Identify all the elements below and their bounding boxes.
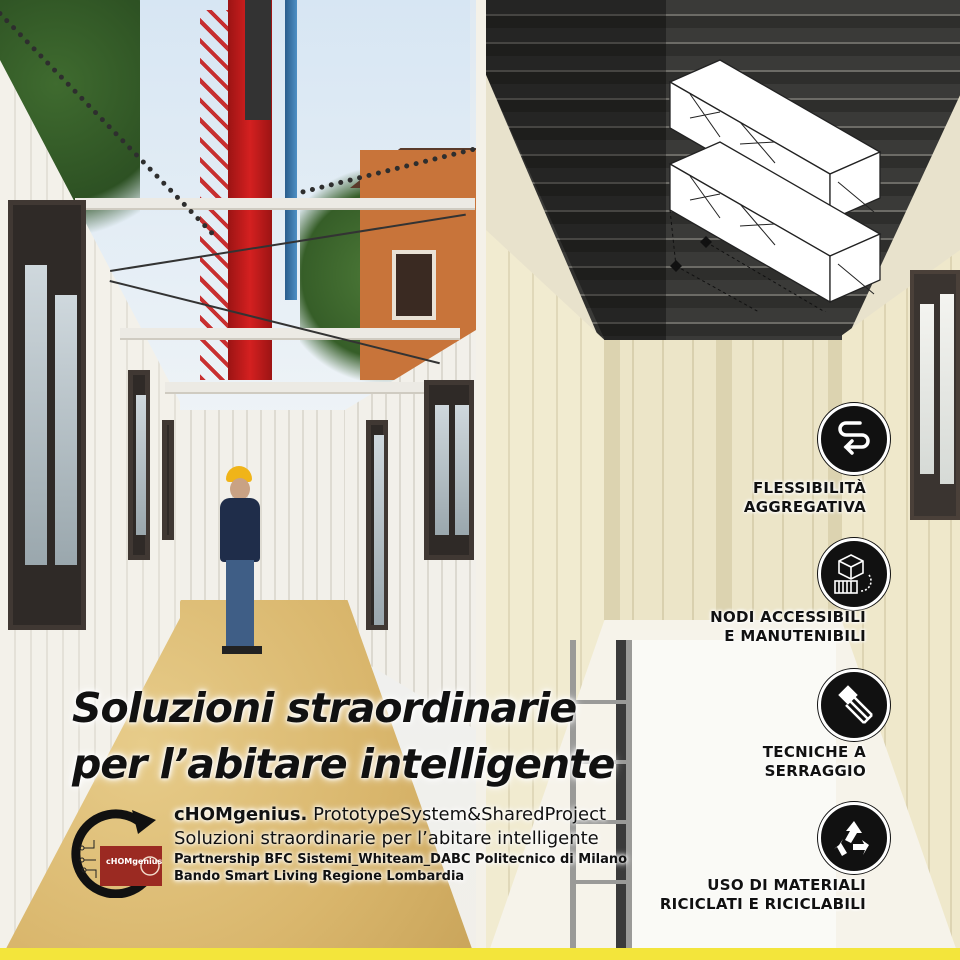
crane-lattice	[200, 10, 230, 380]
feature-label: TECNICHE A SERRAGGIO	[762, 743, 866, 780]
circular-arrow-logo	[70, 808, 168, 898]
window-left-large	[8, 200, 86, 630]
lifting-strap	[285, 0, 297, 300]
headline-line-2: per l’abitare intelligente	[72, 740, 615, 788]
call-text: Bando Smart Living Regione Lombardia	[174, 869, 465, 884]
project-tagline: Soluzioni straordinarie per l’abitare intelligente	[174, 828, 599, 849]
roof-beam	[165, 382, 435, 394]
ladder-rail	[626, 640, 632, 960]
door-right	[366, 420, 388, 630]
stacked-modules-diagram-icon	[660, 52, 890, 312]
window-right	[424, 380, 474, 560]
project-subtitle: PrototypeSystem&SharedProject	[313, 804, 607, 825]
headline-line-1: Soluzioni straordinarie	[72, 684, 577, 732]
window-left-far	[162, 420, 174, 540]
interior-window	[910, 270, 960, 520]
accent-strip	[0, 948, 960, 960]
roof-beam	[120, 328, 460, 340]
flexible-path-icon	[818, 403, 890, 475]
roof-beam	[75, 198, 475, 210]
recycle-icon	[818, 802, 890, 874]
window-left-mid	[128, 370, 150, 560]
worker	[218, 466, 270, 656]
project-title-line	[174, 803, 627, 827]
feature-label: NODI ACCESSIBILI E MANUTENIBILI	[710, 608, 866, 645]
logo-text: cHOMgenius	[106, 857, 163, 866]
house-window	[392, 250, 436, 320]
accessible-node-icon	[818, 538, 890, 610]
project-credits	[174, 803, 627, 885]
crane-hydraulic	[245, 0, 271, 120]
feature-label: USO DI MATERIALI RICICLATI E RICICLABILI	[659, 876, 866, 913]
project-name: cHOMgenius.	[174, 804, 308, 825]
headline	[72, 680, 614, 792]
partnership-text: Partnership BFC Sistemi_Whiteam_DABC Politecnico di Milano	[174, 852, 628, 867]
feature-label: FLESSIBILITÀ AGGREGATIVA	[743, 479, 866, 516]
bolt-icon	[818, 669, 890, 741]
